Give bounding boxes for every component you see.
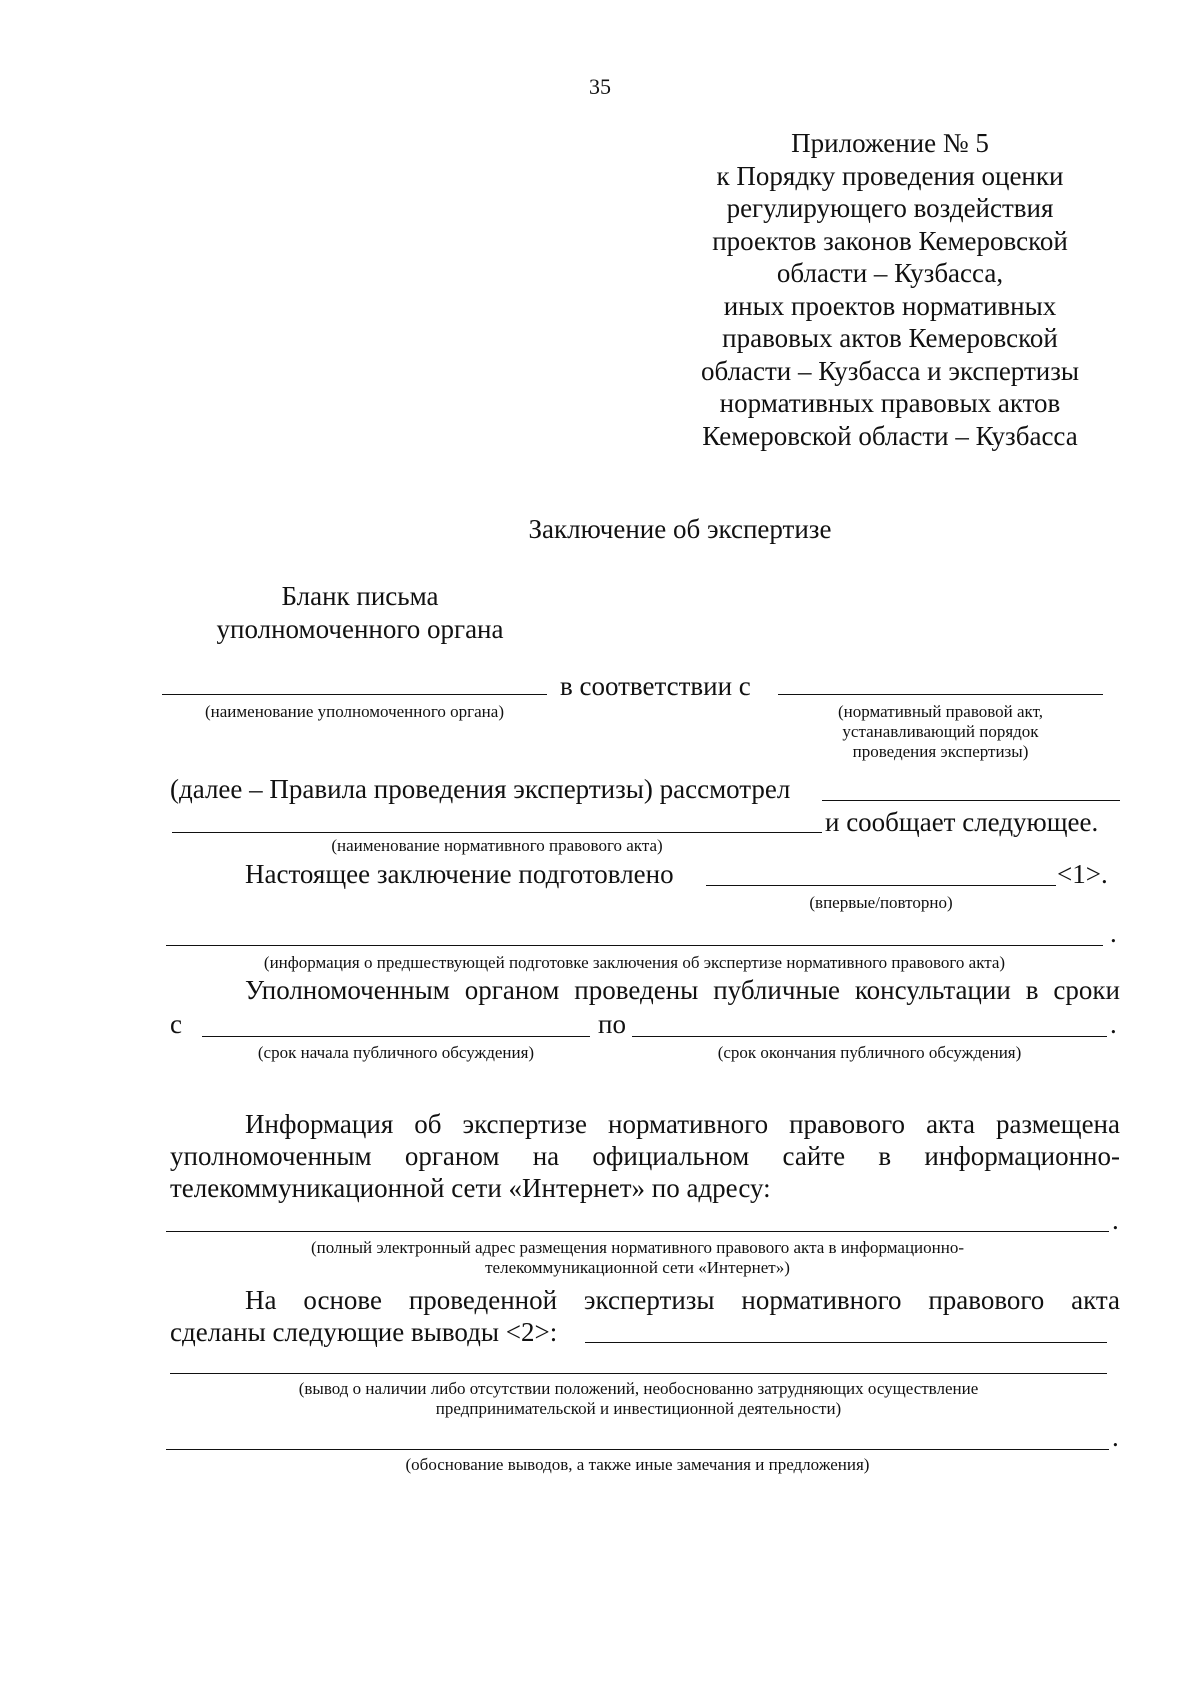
appendix-block xyxy=(660,127,1120,452)
appendix-line: Кемеровской области – Кузбасса xyxy=(702,420,1078,451)
from-label: с xyxy=(170,1009,182,1039)
caption-consult-end: (срок окончания публичного обсуждения) xyxy=(717,1043,1022,1062)
footnote-1-ref: <1>. xyxy=(1057,859,1108,889)
caption-consult-start: (срок начала публичного обсуждения) xyxy=(257,1043,535,1062)
appendix-line: области – Кузбасса и экспертизы xyxy=(701,355,1079,386)
appendix-line: области – Кузбасса, xyxy=(776,258,1004,288)
reviewed-act-field-1[interactable] xyxy=(822,800,1120,801)
conclusions-text: На основе проведенной экспертизы нормативного правового акта xyxy=(245,1285,1120,1315)
regulating-act-field[interactable] xyxy=(778,694,1103,695)
consultations-text xyxy=(245,974,1120,1006)
consult-end-field[interactable] xyxy=(632,1036,1107,1037)
reports-text: и сообщает следующее. xyxy=(825,807,1099,837)
letterhead-line: уполномоченного органа xyxy=(216,614,504,644)
reviewed-text: (далее – Правила проведения экспертизы) рассмотрел xyxy=(170,774,791,804)
info-line-2 xyxy=(170,1140,1120,1172)
conclusions-line-2: сделаны следующие выводы <2>: xyxy=(170,1317,558,1347)
caption-line: (нормативный правовой акт, xyxy=(838,702,1043,721)
to-label: по xyxy=(598,1009,626,1039)
info-line-1 xyxy=(245,1108,1120,1140)
letterhead-placeholder xyxy=(170,580,550,646)
consultations-line: Уполномоченным органом проведены публичные консультации в сроки xyxy=(245,975,1120,1005)
caption-authority-name: (наименование уполномоченного органа) xyxy=(204,702,504,721)
caption-conclusion xyxy=(170,1379,1107,1419)
period-mark: . xyxy=(1112,1422,1119,1452)
appendix-line: Приложение № 5 xyxy=(791,128,989,158)
caption-line: устанавливающий порядок xyxy=(842,722,1039,741)
caption-line: проведения экспертизы) xyxy=(852,742,1029,761)
caption-first-repeat: (впервые/повторно) xyxy=(809,893,953,912)
appendix-line: проектов законов Кемеровской xyxy=(712,225,1068,256)
caption-line: предпринимательской и инвестиционной деятельности) xyxy=(435,1399,842,1418)
justification-field[interactable] xyxy=(166,1449,1109,1450)
period-mark: . xyxy=(1112,1205,1119,1235)
appendix-line: нормативных правовых актов xyxy=(719,388,1061,418)
prepared-text: Настоящее заключение подготовлено xyxy=(245,859,674,889)
caption-justification: (обоснование выводов, а также иные замечания и предложения) xyxy=(405,1455,870,1474)
caption-line: (полный электронный адрес размещения нормативного правового акта в информационно- xyxy=(310,1238,964,1257)
reviewed-act-field-2[interactable] xyxy=(172,832,822,833)
conclusions-line-1 xyxy=(245,1284,1120,1316)
appendix-line: правовых актов Кемеровской xyxy=(722,323,1058,353)
authority-name-field[interactable] xyxy=(162,694,547,695)
letterhead-line: Бланк письма xyxy=(281,581,439,611)
appendix-line: регулирующего воздействия xyxy=(726,193,1054,223)
caption-npa-name: (наименование нормативного правового акта) xyxy=(331,836,663,855)
caption-previous-info: (информация о предшествующей подготовке заключения об экспертизе нормативного правового акта) xyxy=(263,953,1006,972)
caption-address xyxy=(166,1238,1109,1278)
conclusion-field-2[interactable] xyxy=(170,1373,1107,1374)
caption-regulating-act xyxy=(778,702,1103,762)
appendix-line: иных проектов нормативных xyxy=(723,290,1057,321)
info-text: уполномоченным органом на официальном сайте в информационно- xyxy=(170,1141,1120,1171)
info-text: Информация об экспертизе нормативного правового акта размещена xyxy=(245,1109,1120,1139)
previous-info-field[interactable] xyxy=(166,945,1103,946)
document-title: Заключение об экспертизе xyxy=(528,514,832,544)
conclusion-field-1[interactable] xyxy=(585,1342,1107,1343)
caption-line: телекоммуникационной сети «Интернет») xyxy=(485,1258,790,1277)
caption-line: (вывод о наличии либо отсутствии положений, необоснованно затрудняющих осуществление xyxy=(298,1379,979,1398)
period-mark: . xyxy=(1110,1009,1117,1039)
period-mark: . xyxy=(1110,918,1117,948)
address-field[interactable] xyxy=(166,1231,1109,1232)
consult-start-field[interactable] xyxy=(202,1036,590,1037)
appendix-line: к Порядку проведения оценки xyxy=(716,160,1064,191)
info-line-3: телекоммуникационной сети «Интернет» по адресу: xyxy=(170,1173,771,1203)
first-repeat-field[interactable] xyxy=(706,885,1056,886)
page-number: 35 xyxy=(589,74,611,99)
in-accordance-text: в соответствии с xyxy=(560,671,751,701)
